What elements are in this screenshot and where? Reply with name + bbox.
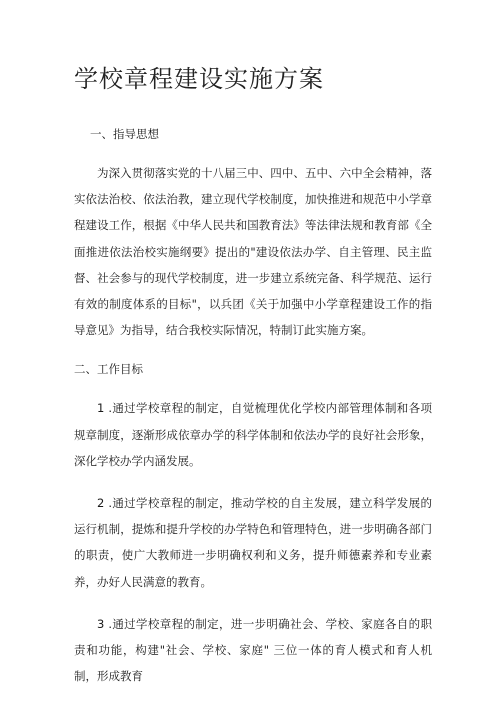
section-heading: 二、工作目标	[74, 362, 143, 377]
section-guiding-ideology	[74, 124, 432, 343]
section-work-goals	[74, 359, 432, 689]
body-paragraph: 3 .通过学校章程的制定，进一步明确社会、学校、家庭各自的职责和功能，构建"社会、学校、家庭" 三位一体的育人模式和育人机制，形成教育	[74, 616, 432, 684]
document-title: 学校章程建设实施方案	[74, 65, 324, 93]
body-paragraph: 1 .通过学校章程的制定，自觉梳理优化学校内部管理体制和各项规章制度，逐渐形成依章办学的科学体制和依法办学的良好社会形象，深化学校办学内涵发展。	[74, 401, 432, 468]
body-paragraph: 2 .通过学校章程的制定，推动学校的自主发展，建立科学发展的运行机制，提炼和提升学校的办学特色和管理特色，进一步明确各部门的职责，使广大教师进一步明确权利和义务，提升师德素养和专业素养，办好人民满意的教育。	[74, 496, 432, 589]
section-heading: 一、指导思想	[90, 127, 159, 141]
body-paragraph: 为深入贯彻落实党的十八届三中、四中、五中、六中全会精神，落实依法治校、依法治教，建立现代学校制度，加快推进和规范中小学章程建设工作，根据《中华人民共和国教育法》等法律法规和教育部《全面推进依法治校实施纲要》提出的"建设依法办学、自主管理、民主监督、社会参与的现代学校制度，进一步建立系统完备、科学规范、运行有效的制度体系的目标"，以兵团《关于加强中小学章程建设工作的指导意见》为指导，结合我校实际情况，特制订此实施方案。	[74, 166, 432, 338]
